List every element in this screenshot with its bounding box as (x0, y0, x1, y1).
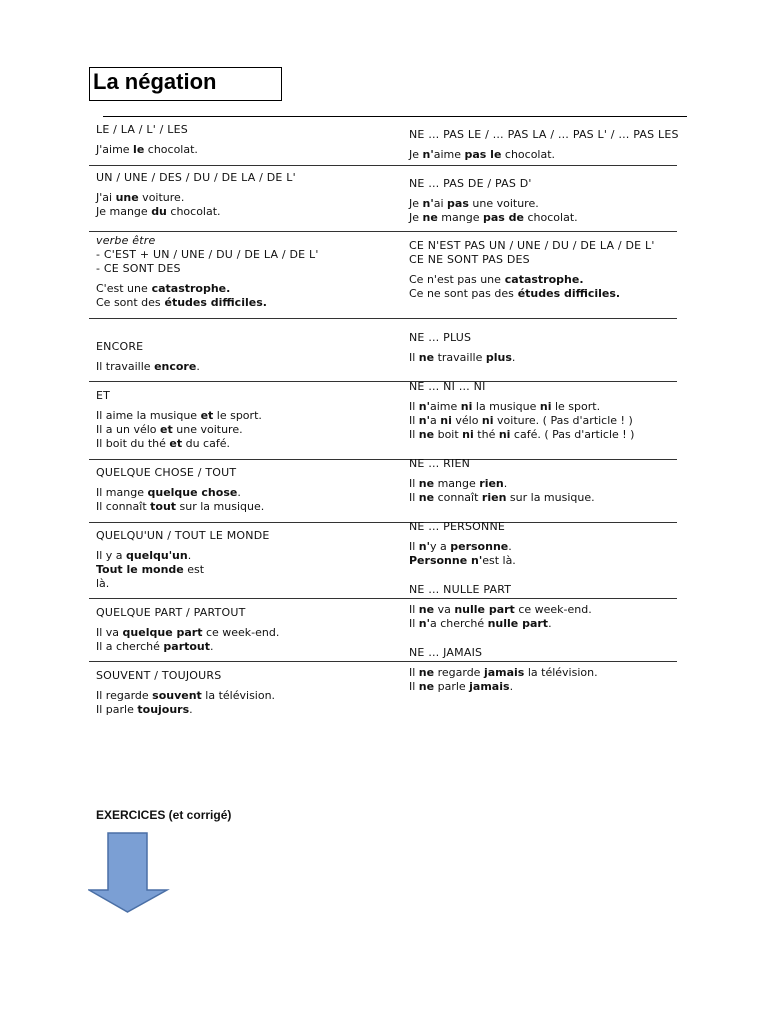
rule-label: NE … PAS DE / PAS D' (409, 177, 532, 190)
negation-cell (409, 128, 679, 162)
examples (409, 351, 515, 365)
sentence-part: a (430, 414, 441, 427)
example-sentence (96, 500, 264, 514)
negation-cell (409, 177, 578, 225)
rule-cell (96, 606, 279, 654)
sentence-part: Il (409, 680, 419, 693)
rule-label: ENCORE (96, 340, 144, 353)
example-sentence (96, 409, 262, 423)
keyword: rien (479, 477, 504, 490)
keyword: n' (418, 414, 430, 427)
keyword: jamais (469, 680, 510, 693)
keyword: plus (485, 351, 512, 364)
rule-label: NE … JAMAIS (409, 646, 483, 659)
rule-label: CE N'EST PAS UN / UNE / DU / DE LA / DE L' (409, 239, 655, 252)
example-sentence (409, 603, 592, 617)
rule-label: NE … PERSONNE (409, 520, 506, 533)
sentence-part: chocolat. (144, 143, 198, 156)
rule-label: NE … NI … NI (409, 380, 486, 393)
keyword: catastrophe. (500, 273, 584, 286)
keyword: ne (418, 680, 435, 693)
sentence-part: Il (409, 428, 419, 441)
keyword: ne (418, 477, 435, 490)
examples (96, 282, 319, 310)
rule-label: QUELQUE CHOSE / TOUT (96, 466, 237, 479)
keyword: n' (418, 617, 430, 630)
negation-cell (409, 239, 655, 301)
sentence-part: Je mange (96, 205, 152, 218)
examples (96, 689, 275, 717)
sentence-part: le sport. (551, 400, 601, 413)
rule-cell (96, 123, 198, 157)
top-rule (103, 116, 687, 117)
arrow-down-shape (89, 833, 167, 912)
sentence-part: Il va (96, 626, 123, 639)
examples (409, 540, 516, 568)
keyword: jamais (483, 666, 525, 679)
sentence-part: Il (409, 540, 419, 553)
examples (96, 360, 200, 374)
negation-cell (409, 646, 598, 694)
sentence-part: du café. (182, 437, 230, 450)
keyword: n' (418, 540, 430, 553)
example-sentence (409, 211, 578, 225)
rule-cell (96, 340, 200, 374)
example-sentence (96, 626, 279, 640)
examples (409, 197, 578, 225)
examples (96, 143, 198, 157)
sentence-part: est là. (482, 554, 516, 567)
rule-label: QUELQUE PART / PARTOUT (96, 606, 246, 619)
sentence-part: ce week-end. (514, 603, 592, 616)
examples (409, 400, 634, 442)
example-sentence (409, 491, 595, 505)
sentence-part: Il (409, 477, 419, 490)
sentence-part: voiture. ( Pas d'article ! ) (493, 414, 633, 427)
sentence-part: vélo (451, 414, 482, 427)
keyword: ne (418, 491, 435, 504)
example-sentence (409, 148, 679, 162)
rule-cell (96, 389, 262, 451)
sentence-part: mange (434, 477, 480, 490)
sentence-part: chocolat. (501, 148, 556, 161)
example-sentence (409, 351, 515, 365)
sentence-part: Ce ne sont pas des (409, 287, 514, 300)
arrow-down-icon (88, 832, 170, 914)
sentence-part: Je (409, 148, 423, 161)
sentence-part: J'ai (96, 191, 116, 204)
keyword: nulle part (487, 617, 549, 630)
sentence-part: café. ( Pas d'article ! ) (510, 428, 635, 441)
keyword: une (115, 191, 139, 204)
keyword: personne (450, 540, 509, 553)
keyword: n' (422, 148, 434, 161)
example-sentence (96, 437, 262, 451)
negation-cell (409, 583, 592, 631)
keyword: du (151, 205, 167, 218)
examples (96, 486, 264, 514)
rule-label: QUELQU'UN / TOUT LE MONDE (96, 529, 270, 542)
keyword: souvent (152, 689, 202, 702)
keyword: toujours (137, 703, 190, 716)
sentence-part: Il aime la musique (96, 409, 201, 422)
examples (409, 603, 592, 631)
example-sentence (96, 486, 264, 500)
sentence-part: ce week-end. (202, 626, 280, 639)
title-box (89, 67, 282, 101)
keyword: tout (150, 500, 177, 513)
keyword: le (133, 143, 145, 156)
sentence-part: Il parle (96, 703, 138, 716)
example-sentence (409, 617, 592, 631)
example-sentence (96, 640, 279, 654)
row-divider (89, 318, 677, 319)
rule-cell (96, 466, 264, 514)
keyword: encore (154, 360, 197, 373)
sentence-part: la télévision. (201, 689, 276, 702)
example-sentence (96, 689, 275, 703)
sentence-part: . (508, 540, 512, 553)
sentence-part: va (434, 603, 455, 616)
sentence-part: une voiture. (468, 197, 539, 210)
examples (96, 626, 279, 654)
example-sentence (96, 423, 262, 437)
sentence-part: . (189, 703, 193, 716)
rule-label: NE … RIEN (409, 457, 471, 470)
keyword: ne (418, 603, 435, 616)
rule-label: CE NE SONT PAS DES (409, 253, 530, 266)
keyword: ne (418, 666, 435, 679)
example-sentence (409, 414, 634, 428)
example-sentence (96, 360, 200, 374)
keyword: rien (481, 491, 507, 504)
rule-cell (96, 529, 270, 591)
sentence-part: Il (409, 666, 419, 679)
sentence-part: Ce sont des (96, 296, 161, 309)
example-sentence (409, 666, 598, 680)
rule-cell (96, 171, 296, 219)
negation-cell (409, 457, 595, 505)
example-sentence (96, 205, 296, 219)
keyword: catastrophe. (147, 282, 231, 295)
sentence-part: boit (434, 428, 463, 441)
rule-label: SOUVENT / TOUJOURS (96, 669, 222, 682)
sentence-part: . (210, 640, 214, 653)
exercises-heading: EXERCICES (et corrigé) (96, 808, 232, 822)
example-sentence (409, 554, 516, 568)
rule-cell (96, 669, 275, 717)
keyword: pas (447, 197, 469, 210)
example-sentence (96, 703, 275, 717)
rule-label: NE … NULLE PART (409, 583, 512, 596)
rule-label: LE / LA / L' / LES (96, 123, 188, 136)
sentence-part: sur la musique. (506, 491, 595, 504)
sentence-part: travaille (434, 351, 486, 364)
sentence-part: là. (96, 577, 110, 590)
sentence-part: aime (430, 400, 461, 413)
sentence-part: Il travaille (96, 360, 155, 373)
keyword: ni (440, 414, 452, 427)
rule-label: UN / UNE / DES / DU / DE LA / DE L' (96, 171, 296, 184)
examples (409, 477, 595, 505)
example-sentence (409, 273, 655, 287)
example-sentence (96, 191, 296, 205)
keyword: n' (418, 400, 430, 413)
sentence-part: connaît (434, 491, 482, 504)
sentence-part: Ce n'est pas une (409, 273, 501, 286)
keyword: nulle part (454, 603, 515, 616)
keyword: quelqu'un (126, 549, 188, 562)
rule-label: - CE SONT DES (96, 262, 181, 275)
sentence-part: C'est une (96, 282, 148, 295)
sentence-part: J'aime (96, 143, 134, 156)
keyword: et (200, 409, 214, 422)
sentence-part: a cherché (430, 617, 488, 630)
sentence-part: Il (409, 400, 419, 413)
negation-cell (409, 380, 634, 442)
sentence-part: Il a cherché (96, 640, 164, 653)
sentence-part: Il (409, 414, 419, 427)
sentence-part: Il (409, 617, 419, 630)
sentence-part: Il connaît (96, 500, 151, 513)
keyword: ne (418, 428, 435, 441)
sentence-part: Il (409, 491, 419, 504)
keyword: ni (539, 400, 552, 413)
sentence-part: chocolat. (524, 211, 578, 224)
sentence-part: Il regarde (96, 689, 153, 702)
example-sentence (96, 143, 198, 157)
keyword: et (160, 423, 173, 436)
keyword: ni (498, 428, 511, 441)
keyword: pas de (482, 211, 524, 224)
sentence-part: chocolat. (166, 205, 221, 218)
sentence-part: Il a un vélo (96, 423, 161, 436)
sentence-part: . (187, 549, 192, 562)
sentence-part: . (237, 486, 241, 499)
page-title: La négation (93, 69, 217, 94)
negation-cell (409, 520, 516, 568)
sentence-part: thé (473, 428, 499, 441)
keyword: quelque part (122, 626, 203, 639)
example-sentence (409, 428, 634, 442)
example-sentence (96, 577, 270, 591)
keyword: ni (481, 414, 494, 427)
sentence-part: voiture. (138, 191, 185, 204)
sentence-part: aime (433, 148, 465, 161)
examples (96, 549, 270, 591)
sentence-part: Il boit du thé (96, 437, 170, 450)
keyword: partout (163, 640, 211, 653)
example-sentence (96, 563, 270, 577)
example-sentence (96, 282, 319, 296)
keyword: quelque chose (147, 486, 238, 499)
sentence-part: ai (433, 197, 448, 210)
sentence-part: mange (437, 211, 483, 224)
sentence-part: est (183, 563, 205, 576)
keyword: pas le (464, 148, 502, 161)
keyword: études difficiles. (513, 287, 621, 300)
keyword: Personne n' (409, 554, 483, 567)
examples (96, 191, 296, 219)
sentence-part: la télévision. (524, 666, 598, 679)
sentence-part: . (503, 477, 508, 490)
examples (409, 666, 598, 694)
sentence-part: la musique (472, 400, 540, 413)
row-divider (89, 165, 677, 166)
example-sentence (409, 540, 516, 554)
row-divider (89, 522, 677, 523)
example-sentence (409, 400, 634, 414)
example-sentence (96, 296, 319, 310)
row-divider (89, 231, 677, 232)
rule-cell (96, 234, 319, 310)
rule-label: NE … PLUS (409, 331, 472, 344)
keyword: ne (422, 211, 438, 224)
sentence-part: sur la musique. (176, 500, 265, 513)
examples (96, 409, 262, 451)
keyword: n' (422, 197, 434, 210)
keyword: ni (460, 400, 473, 413)
keyword: ne (418, 351, 435, 364)
example-sentence (409, 197, 578, 211)
sentence-part: Je (409, 211, 423, 224)
sentence-part: Il (409, 351, 419, 364)
example-sentence (96, 549, 270, 563)
sentence-part: Il y a (96, 549, 127, 562)
keyword: études difficiles. (160, 296, 267, 309)
sentence-part: . (548, 617, 552, 630)
sentence-part: parle (434, 680, 470, 693)
rule-label: ET (96, 389, 111, 402)
example-sentence (409, 287, 655, 301)
sentence-part: une voiture. (172, 423, 243, 436)
examples (409, 273, 655, 301)
sentence-part: . (511, 351, 516, 364)
rule-label: NE … PAS LE / … PAS LA / … PAS L' / … PAS LES (409, 128, 679, 141)
example-sentence (409, 680, 598, 694)
sentence-part: Il mange (96, 486, 148, 499)
sentence-part: regarde (434, 666, 484, 679)
sentence-part: y a (430, 540, 451, 553)
rule-label: verbe être (96, 234, 156, 247)
example-sentence (409, 477, 595, 491)
sentence-part: le sport. (213, 409, 262, 422)
negation-cell (409, 331, 515, 365)
sentence-part: Il (409, 603, 419, 616)
rule-label: - C'EST + UN / UNE / DU / DE LA / DE L' (96, 248, 319, 261)
keyword: Tout le monde (96, 563, 184, 576)
keyword: ni (462, 428, 474, 441)
keyword: et (169, 437, 183, 450)
sentence-part: . (509, 680, 514, 693)
sentence-part: . (196, 360, 200, 373)
sentence-part: Je (409, 197, 423, 210)
examples (409, 148, 679, 162)
